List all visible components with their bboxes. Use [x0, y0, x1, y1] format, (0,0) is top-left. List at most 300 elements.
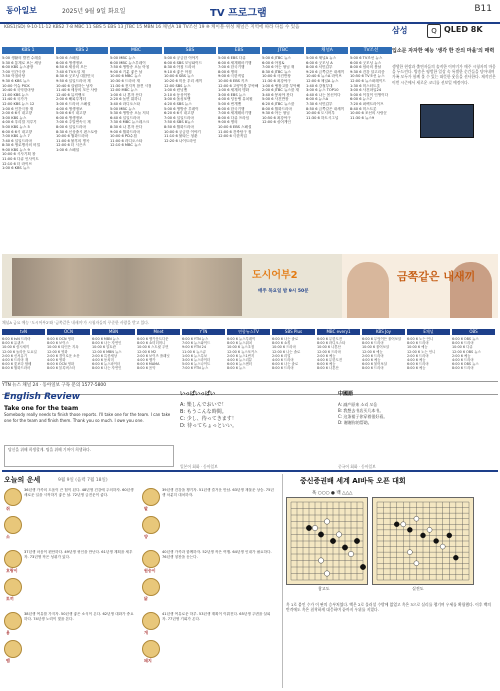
program-listing: 12:00 MBC 뉴스 [110, 88, 138, 93]
program-listing: 10:40 6 국악한마당 [2, 88, 35, 93]
japanese-title: いっぱいっぱい [180, 391, 216, 397]
program-listing: 3:00 6 뉴스 TOP10 [306, 88, 339, 93]
program-listing: 11:00 6 다큐 인사이트 [2, 157, 39, 162]
program-listing: 7:00 6 주말연속극 재 [56, 120, 91, 125]
zodiac-icon [4, 516, 22, 534]
cable-channel-header: Mnet [137, 329, 180, 335]
cable-listing: 6:00 6 OBS 뉴스 [452, 362, 479, 367]
program-listing: 9:00 KBS 뉴스 9 [2, 147, 30, 152]
japanese-line: A: 楽しんでおいで！ [180, 402, 227, 408]
program-listing: 12:10 6 더 라이브 [2, 161, 32, 166]
program-listing: 5:00 6 6시 내고향 [56, 111, 86, 116]
program-listing: 3:00 6 사건파일24 [350, 88, 382, 93]
program-listing: 5:00 6 EBS 다큐 [218, 56, 246, 60]
fortune-text: 37년생 마음이 편안하다. 49년생 귀인을 만난다. 61년생 계획을 세우자. 73년생 작은 성취가 있다. [24, 550, 133, 559]
program-listing: 8:50 6 월화드라마 [164, 124, 194, 129]
cable-channel-header: OCN [47, 329, 90, 335]
cable-listing: 8:00 6 드라마 [362, 366, 384, 371]
program-listing: 7:50 6 SBS 8뉴스 [164, 120, 194, 125]
cable-listing: 8:00 6 드라마 [452, 366, 474, 371]
zodiac-icon [4, 578, 22, 596]
fortune-title: 오늘의 운세 [4, 476, 41, 484]
baduk-board-reference [286, 497, 368, 585]
program-listing: 7:00 6 세계테마기행 [218, 111, 252, 116]
baduk-commentary: 흑 1로 붙인 수가 이 판의 승부처였다. 백은 2로 물러설 수밖에 없었고 흑은 3으로 실리를 챙기며 우세를 확립했다. 이후 백의 반격에도 흑은 침착하게 대응하며 끝까지 우위를 지켰다. [286, 602, 491, 612]
program-listing: 10:00 6 MBC 뉴스 [110, 74, 142, 79]
white-stone [414, 516, 419, 521]
cable-listing: 6:00 6 OCN 영화 [47, 362, 75, 367]
japanese-line: C: 少し、待ってきます！ [180, 416, 237, 422]
zodiac-sign-label: 원숭이 [144, 568, 156, 573]
cable-schedule-column [407, 337, 450, 379]
cable-listing: 8:00 6 쇼미더머니 [137, 341, 166, 346]
fortune-text: 38년생 여유를 가지자. 50년생 좋은 소식이 온다. 62년생 대화가 중요하다. 74년생 노력이 빛을 본다. [24, 612, 134, 621]
zodiac-icon [4, 488, 22, 506]
program-listing: 11:30 6 전지적 참견 시점 [110, 83, 152, 88]
chinese-title: 中國語 [338, 391, 354, 397]
cable-listing: 8:00 6 나혼산 [317, 366, 339, 371]
program-listing: 10:00 6 SBS 뉴스 [164, 74, 194, 79]
cable-listing: 6:00 6 물어보살 [362, 362, 388, 367]
cable-listing: 6:00 6 노는 언니 [407, 337, 434, 341]
cable-listing: 8:00 6 쇼킹 [272, 341, 291, 346]
program-listing: 1:00 6 나 혼자 산다 [110, 92, 143, 97]
program-listing: 11:30 6 뉴스9 [350, 115, 375, 120]
tv-schedule-column [56, 56, 108, 251]
program-listing: 6:00 6 뉴스A [306, 97, 329, 102]
cable-listing: 6:00 6 무엇이든 물어보살 [362, 337, 402, 341]
program-listing: 8:50 6 금쪽같은 내새끼 [306, 106, 345, 111]
program-listing: 9:30 6 건강 알고리즘 [350, 69, 385, 74]
cable-channel-header: YTN [182, 329, 225, 335]
cable-listing: 6:00 6 예능 [317, 362, 336, 367]
tv-product-image [420, 104, 474, 138]
program-listing: 5:00 MBC 뉴스 [110, 56, 136, 60]
program-listing: 5:00 6 생방송 투데이 [164, 106, 199, 111]
channel-header: MBC [110, 47, 162, 54]
zodiac-icon [142, 578, 160, 596]
zodiac-sign-label: 말 [144, 506, 148, 511]
program-listing: 9:00 6 월화드라마 [110, 129, 140, 134]
cable-listing: 8:00 6 음악 [137, 366, 156, 371]
cable-listing: 5:00 6 뉴스나이트 [182, 362, 211, 367]
program-listing: 5:00 6 사건반장 [262, 97, 289, 102]
cable-schedule-column [2, 337, 45, 379]
program-listing: 10:40 6 뉴스A 라이브 [306, 74, 342, 79]
cable-schedule-column [47, 337, 90, 379]
cable-listing: 6:00 6 MAMA [137, 362, 160, 367]
black-stone [306, 525, 311, 530]
program-listing: 11:00 6 건축탐구 집 [218, 129, 252, 134]
chinese-line: B: 我想去书店买几本书。 [338, 408, 384, 413]
program-listing: 5:00 KBS 뉴스 5 [2, 124, 30, 129]
zodiac-icon [142, 488, 160, 506]
cable-listing: 6:00 6 무한도전 [317, 337, 343, 341]
program-listing: 8:00 6 월화드라마 [262, 106, 292, 111]
cable-listing: 6:00 6 OCN 영화 [47, 337, 75, 341]
cable-schedule-column [137, 337, 180, 379]
cable-listing: 12:00 6 M2 [137, 349, 157, 354]
cable-schedule-column [227, 337, 270, 379]
cable-listing: 10:00 6 뉴스초점 [227, 345, 255, 350]
cable-listing: 2:00 6 특종세상 [92, 353, 118, 358]
zodiac-sign-label: 용 [6, 630, 10, 635]
go-board-icon [373, 498, 473, 584]
cable-listing: 2:00 6 뉴스1번지 [227, 353, 255, 358]
cable-listing: 12:00 6 뉴스포커스 [227, 349, 258, 354]
cable-channel-header: 연합뉴스TV [227, 329, 270, 335]
program-listing: 12:10 6 MBC 뉴스 [110, 143, 142, 148]
program-listing: 2:00 6 해피투게더 [56, 97, 86, 102]
black-stone [354, 538, 359, 543]
program-listing: 6:00 6 SBS 모닝와이드 [164, 60, 203, 65]
banner-title-1: 도시어부2 [252, 270, 298, 281]
cable-schedule-column [182, 337, 225, 379]
brand-name: 삼성 [392, 26, 408, 35]
program-listing: 7:30 6 MBC 뉴스데스크 [110, 120, 150, 125]
cable-listing: 6:00 6 MBN 뉴스 [92, 337, 120, 341]
cable-listing: 12:00 6 예능 [362, 349, 383, 354]
program-listing: 1:30 6 미스터트롯 [350, 83, 380, 88]
program-listing: 1:40 6 강철부대 [306, 83, 333, 88]
white-stone [336, 532, 341, 537]
white-stone [427, 527, 432, 532]
brand-logo-icon: Q [427, 24, 441, 38]
program-listing: 8:30 6 아침 드라마 [164, 65, 196, 70]
fortune-text: 40년생 가족과 함께하자. 52년생 작은 여행. 64년생 인내가 필요하다. 76년생 칭찬을 듣는다. [162, 550, 272, 559]
japanese-line: B: もうこんな時間。 [180, 409, 227, 415]
right-panel-text: 생생한 현장과 출연자들의 솔직한 이야기가 매주 시청자의 마음을 두드린다. 방송은 평범한 일상 속 특별한 순간들을 담아내며 가족 모두가 함께 볼 수 있는 따뜻한 웃음을 선사한다. 제작진은 이번 시즌에서 새로운 코너를 선보일 예정이다. [392, 64, 496, 85]
cable-listing: 8:00 6 월화드라마 [2, 366, 31, 371]
cable-listing: 4:00 6 드라마 재 [2, 358, 29, 363]
cable-listing: 10:00 6 다큐 [452, 345, 473, 350]
program-listing: 11:40 6 세상의 모든 사람 [56, 88, 98, 93]
cable-listing: 2:00 6 리얼 [272, 353, 291, 358]
white-stone [318, 558, 323, 563]
white-stone [407, 550, 412, 555]
program-listing: 4:00 6 우리말 겨루기 [2, 120, 37, 125]
program-listing: 4:40 6 나는 몸신이다 [306, 92, 341, 97]
program-listing: 12:00 SBS 뉴스 [164, 83, 191, 88]
ad-text: YTN 뉴스 채널 24 · 동아일보 구독 문의 1577-5800 [2, 383, 107, 388]
program-listing: 12:40 6 뮤직뱅크 [56, 92, 85, 97]
cable-listing: 8:00 6 드라마 [362, 341, 384, 346]
cable-listing: 10:00 6 삼시세끼 [2, 345, 30, 350]
program-listing: 10:00 6 궁금한 이야기 [164, 129, 201, 134]
cable-listing: 8:00 6 뉴스 [227, 366, 246, 371]
japanese-body [180, 402, 325, 430]
program-listing: 10:50 6 TV조선 뉴스 [350, 74, 385, 79]
cable-listing: 6:00 6 뉴스파이터 [92, 362, 121, 367]
cable-listing: 6:00 6 YTN 뉴스 [182, 337, 209, 341]
black-stone [420, 533, 425, 538]
zodiac-sign-label: 돼지 [144, 658, 152, 663]
program-listing: 8:40 6 미스트롯 [350, 106, 377, 111]
cable-schedule-column [272, 337, 315, 379]
english-body: Somebody really needs to finish those reports. I'll take one for the team. I can take one for the team and finish them. Thank you so much. I owe you one. [4, 412, 171, 423]
program-listing: 5:30 6 통계로 보는 세상 [2, 60, 42, 65]
program-listing: 11:10 6 불타는 청춘 [164, 134, 198, 139]
program-listing: 6:00 6 세계테마기행 [218, 60, 252, 65]
chinese-line: C: 这条裙子你穿着很好看。 [338, 414, 388, 419]
program-banner [2, 254, 498, 318]
program-listing: 10:00 6 EBS 스페셜 [218, 124, 252, 129]
cable-listing: 2:00 6 예능 [317, 353, 336, 358]
program-listing: 3:00 KBS 뉴스 [2, 115, 27, 120]
program-listing: 6:40 6 일일드라마 [110, 115, 140, 120]
go-board-icon [287, 498, 367, 584]
program-listing: 6:00 6 굿모닝 뉴스 [350, 60, 382, 65]
tv-schedule-column [164, 56, 216, 251]
program-listing: 6:00 MBC 뉴스투데이 [110, 60, 146, 65]
program-listing: 6:00 KBS 뉴스광장 [2, 65, 34, 70]
zodiac-sign-label: 개 [144, 630, 148, 635]
cable-listing: 12:00 6 OBS 뉴스 [452, 349, 481, 354]
program-listing: 9:00 6 명의 [218, 120, 238, 125]
program-listing: 3:40 6 라디오스타 [110, 101, 140, 106]
tv-schedule-column [218, 56, 260, 251]
program-listing: 5:30 6 생방송 오늘 저녁 [110, 111, 150, 116]
program-listing: 5:00 6 채널A 뉴스 [306, 56, 337, 60]
channel-guide-line: KBS1(SD) 9·10·11·12 KBS2 7·8 MBC 11 SBS 5 EBS 13 JTBC 15 MBN 16 채널A 18 TV조선 19 ※ 케이블·위성 채널은 지역에 따라 다를 수 있음 [4, 25, 300, 30]
program-listing: 8:30 6 나 혼자 산다 [110, 124, 143, 129]
cable-channel-header: MBN [92, 329, 135, 335]
cable-listing: 6:00 6 드라마 [407, 362, 429, 367]
program-listing: 2:20 6 놀면 뭐하니 [110, 97, 142, 102]
program-listing: 5:00 6 번개맨 [218, 101, 242, 106]
cable-listing: 11:00 6 뉴스큐 [182, 349, 206, 354]
program-listing: 4:00 6 딩동댕 유치원 [218, 97, 253, 102]
channel-header: KBS 2 [56, 47, 108, 54]
masthead [0, 0, 500, 24]
tv-schedule-column [2, 56, 54, 251]
cable-listing: 4:00 6 무한도전 [317, 358, 343, 363]
white-stone [324, 571, 329, 576]
cable-listing: 10:00 6 나혼산 [317, 345, 341, 350]
cable-listing: 7:00 6 YTN 뉴스 [182, 366, 209, 371]
cable-listing: 6:00 6 뉴스센터 [227, 362, 253, 367]
program-listing: 7:00 6 아는 형님 재 [262, 65, 295, 70]
program-listing: 6:50 6 세상의 모든 [56, 65, 88, 70]
program-listing: 9:50 6 일일드라마 재 [56, 78, 91, 83]
brand-model: QLED 8K [444, 25, 483, 34]
program-listing: 6:20 6 6시 내고향 [164, 111, 194, 116]
cable-channel-header: E채널 [407, 329, 450, 335]
program-listing: 10:30 6 드라마 재 [110, 78, 140, 83]
cable-listing: 4:00 6 드라마 [452, 358, 474, 363]
banner-subtitle-1: 매주 목요일 밤 9시 50분 [258, 289, 309, 294]
program-listing: 10:00 6 EBS 키즈 [218, 78, 248, 83]
cable-listing: 8:00 6 예능 [407, 366, 426, 371]
black-stone [447, 533, 452, 538]
program-listing: 7:40 6 TV소설 재 [56, 69, 85, 74]
japanese-line: D: 待ってちょっといい。 [180, 423, 238, 429]
program-listing: 3:00 6 드라마 스페셜 [56, 101, 91, 106]
program-listing: 8:00 6 서민갑부 [306, 65, 333, 70]
black-stone [342, 545, 347, 550]
program-listing: 1:00 6 냉장고를 부탁해 [262, 83, 301, 88]
zodiac-icon [142, 550, 160, 568]
program-listing: 5:00 6 궁금한 이야기 [164, 56, 199, 60]
english-review-title: English Review [4, 392, 81, 402]
program-listing: 6:00 6 생생정보 [56, 60, 83, 65]
english-subtitle: Take one for the team [4, 405, 79, 412]
program-listing: 2:00 6 JTBC 뉴스룸 재 [262, 88, 299, 93]
cable-listing: 8:00 6 나는 자연인 [92, 341, 122, 346]
program-listing: 2:00 6 6시 내고향 [2, 111, 32, 116]
cable-listing: 10:00 6 물어보살 [362, 345, 390, 350]
cable-listing: 4:00 6 동치미 [92, 358, 114, 363]
white-stone [414, 561, 419, 566]
cable-schedule-column [362, 337, 405, 379]
tv-schedule-column [306, 56, 348, 251]
program-listing: 10:50 6 최강야구 [262, 115, 291, 120]
program-listing: 7:00 인간극장 [2, 69, 26, 74]
right-panel-headline: 입소문 자자한 예능 '생각 한 잔의 마을'의 매력 [392, 48, 495, 54]
cable-channel-header: MBC every1 [317, 329, 360, 335]
cable-listing: 2:00 6 예능 [452, 353, 471, 358]
baduk-caption-1: 참고도 [318, 586, 330, 591]
japanese-footer: 일본어 회화 · 동아일보 [180, 464, 218, 469]
channel-header: 채널A [306, 47, 348, 54]
program-listing: 10:00 6 월화드라마 [56, 134, 89, 139]
program-listing: 5:00 6 TV조선 뉴스 [350, 56, 383, 60]
cable-schedule-column [92, 337, 135, 379]
black-stone [453, 555, 458, 560]
program-listing: 10:00 6 도시어부 [306, 111, 335, 116]
program-listing: 8:30 6 생로병사의 비밀 [2, 143, 41, 148]
black-stone [318, 532, 323, 537]
cable-listing: 4:00 6 엠카 [137, 358, 156, 363]
program-listing: 7:00 KBS 뉴스 7 [2, 134, 30, 139]
program-listing: 9:30 6 아는 형님 [262, 111, 290, 116]
white-stone [324, 519, 329, 524]
cable-listing: 8:00 6 나는 자연인 [92, 366, 122, 371]
program-listing: 10:00 6 시사기획 창 [2, 152, 36, 157]
page-number: B11 [474, 4, 492, 14]
program-listing: 5:00 생활의 발견 수레술 [2, 56, 42, 60]
chinese-line: A: 减产原来 소리 모음 [338, 402, 378, 407]
cable-listing: 4:00 6 예능 [407, 358, 426, 363]
cable-listing: 6:00 6 뉴스투데이 [227, 337, 256, 341]
program-listing: 10:00 6 PD수첩 [110, 134, 137, 139]
cable-channel-header: SBS Plus [272, 329, 315, 335]
cable-listing: 6:00 6 나는 솔로 [272, 337, 299, 341]
cable-listing: 8:00 6 드라마 [452, 341, 474, 346]
program-listing: 9:00 6 극한직업 [218, 74, 245, 79]
program-listing: 3:00 6 EBS 뉴스 [218, 92, 246, 97]
program-listing: 12:00 6 더 시즌즈 [56, 143, 86, 148]
program-listing: 8:00 6 엄마의 봄날 [350, 65, 382, 70]
cable-listing: 2:00 6 드라마 [407, 353, 429, 358]
black-stone [434, 538, 439, 543]
program-listing: 6:00 6 6시 내고향 [2, 129, 32, 134]
cable-listing: 4:00 6 드라마 [272, 358, 294, 363]
cable-listing: 4:00 6 뉴스리뷰 [227, 358, 253, 363]
program-listing: 5:00 6 JTBC 뉴스 [262, 56, 291, 60]
cable-listing: 8:00 6 드라마 [272, 366, 294, 371]
program-listing: 7:30 6 서민갑부 [306, 101, 333, 106]
program-listing: 9:20 6 금쪽같은 내새끼 [306, 69, 345, 74]
black-stone [360, 564, 365, 569]
channel-header: JTBC [262, 47, 304, 54]
cable-listing: 4:00 6 예능 [362, 358, 381, 363]
zodiac-icon [142, 612, 160, 630]
program-listing: 5:00 6 스페셜 [56, 56, 80, 60]
zodiac-icon [4, 640, 22, 658]
baduk-title: 중신증권배 세계 AI바둑 오픈 대회 [300, 477, 406, 485]
program-listing: 8:30 6 JTBC 뉴스 [262, 69, 291, 74]
program-listing: 12:00 6 채널A 뉴스 [306, 78, 339, 83]
cable-listing: 2:00 6 신서유기 [2, 353, 28, 358]
channel-header: EBS [218, 47, 260, 54]
program-listing: 8:30 6 굿모닝 대한민국 [56, 74, 95, 79]
program-listing: 11:30 6 하트시그널 [306, 115, 339, 120]
cable-schedule-column [452, 337, 495, 379]
channel-header: TV조선 [350, 47, 392, 54]
program-listing: 8:30 6 신상출시 편스토랑 [56, 129, 98, 134]
program-listing: 9:30 6 KBS 뉴스 [2, 78, 30, 83]
zodiac-icon [4, 550, 22, 568]
program-listing: 9:00 6 기분 좋은 날 [110, 69, 143, 74]
fortune-date: 9월 9일 (음력 7월 18일) [58, 478, 108, 483]
baduk-board-actual [372, 497, 474, 585]
tv-schedule-column [262, 56, 304, 251]
program-listing: 3:00 6 돌싱포맨 [164, 97, 191, 102]
host-photo [347, 262, 389, 318]
program-listing: 12:20 6 나이트라인 [164, 138, 197, 143]
white-stone [348, 551, 353, 556]
banner-title-2: 금쪽같은 내새끼 [397, 270, 476, 283]
zodiac-sign-label: 양 [144, 534, 148, 539]
banner-caption: 채널A 금요 예능 '도시어부2'와 '금쪽같은 내새끼'가 시청자들의 꾸준한 사랑을 받고 있다. [2, 320, 150, 325]
program-listing: 6:00 6 한국기행 [218, 106, 245, 111]
cable-listing: 12:00 6 노는 언니 [407, 349, 436, 354]
cable-listing: 2:00 6 보이즈 플래닛 [137, 353, 170, 358]
program-listing: 4:20 6 SBS 뉴스 [164, 101, 192, 106]
program-listing: 10:00 6 조선의 사랑꾼 [350, 111, 387, 116]
program-listing: 7:00 6 일일드라마 [164, 115, 194, 120]
cable-listing: 4:00 6 영화 [47, 358, 66, 363]
channel-header: SBS [164, 47, 216, 54]
zodiac-icon [4, 612, 22, 630]
cable-listing: 8:00 6 뉴스워치 [227, 341, 253, 346]
program-listing: 4:00 6 생생정보 [56, 106, 83, 111]
program-listing: 1:00 6 KBS 뉴스 [2, 166, 30, 171]
cable-listing: 6:00 6 tvN 드라마 [2, 337, 31, 341]
cable-listing: 10:00 6 예능 [407, 345, 428, 350]
white-stone [440, 544, 445, 549]
program-listing: 7:50 6 생방송 오늘 아침 [110, 65, 150, 70]
cable-listing: 8:00 6 보이스 [47, 341, 69, 346]
cable-listing: 3:00 6 뉴스라이더 [182, 358, 211, 363]
chinese-body [338, 402, 496, 426]
cable-listing: 10:00 6 스트릿 우먼 [137, 345, 169, 350]
cable-channel-header: tvN [2, 329, 45, 335]
issue-date: 2025년 9월 9일 화요일 [62, 8, 126, 15]
zodiac-sign-label: 닭 [144, 596, 148, 601]
section-title: TV 프로그램 [210, 8, 267, 19]
program-listing: 11:00 KBS 뉴스 [2, 92, 29, 97]
program-listing: 7:00 6 한국기행 [218, 65, 245, 70]
cable-listing: 1:00 6 뉴스특보 [182, 353, 208, 358]
cable-listing: 7:00 6 뉴스와이드 [182, 341, 211, 346]
program-listing: 10:00 이슈 PICK [2, 83, 30, 88]
baduk-subtitle: 흑 ○○○ ● 백 △△△ [312, 491, 353, 496]
cable-listing: 12:00 6 나는 솔로 [272, 349, 301, 354]
program-listing: 6:00 6 생생정보 [56, 115, 83, 120]
program-listing: 6:00 6 아침& [262, 60, 285, 65]
